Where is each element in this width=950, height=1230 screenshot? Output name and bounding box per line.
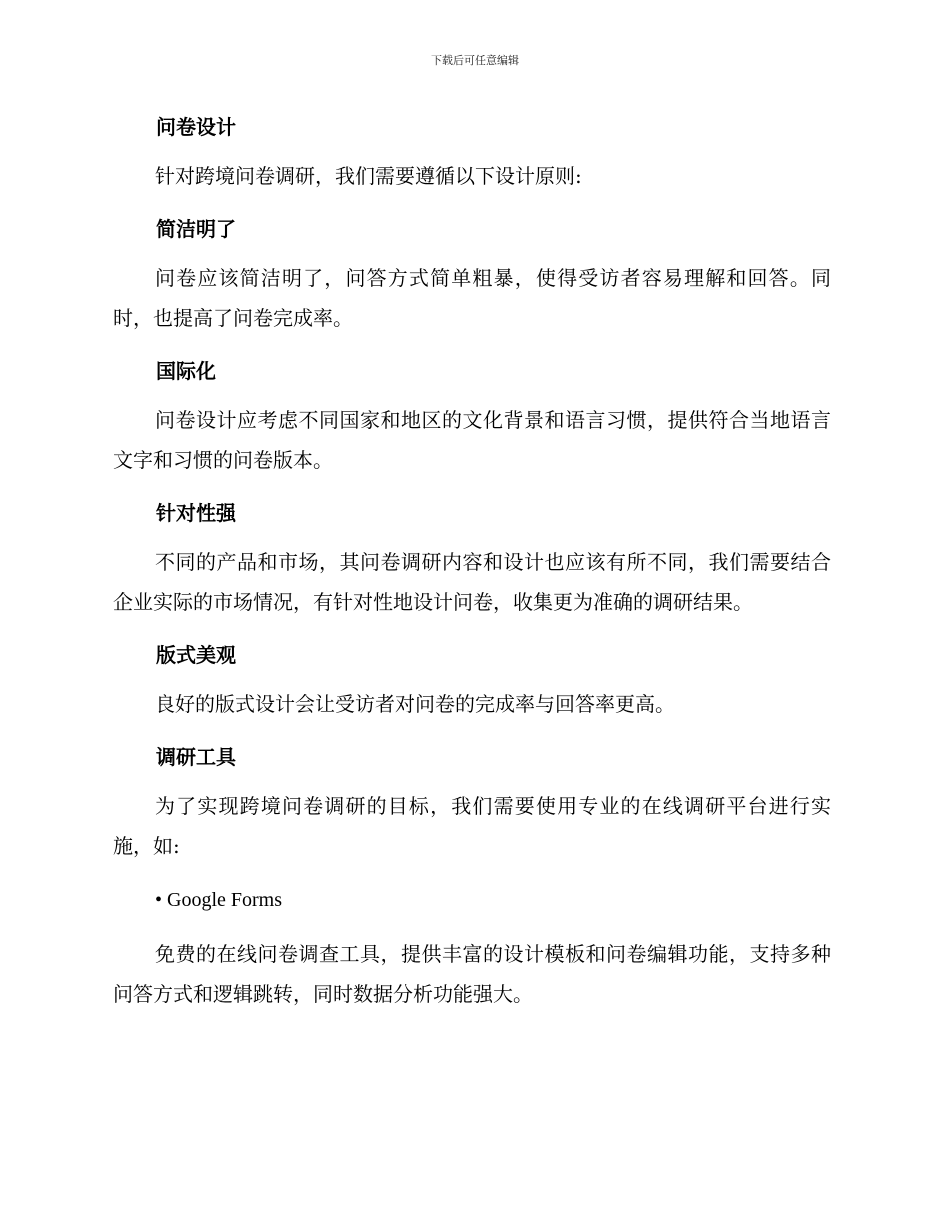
- paragraph-google-forms: 免费的在线问卷调查工具，提供丰富的设计模板和问卷编辑功能，支持多种问答方式和逻辑跳转，同时数据分析功能强大。: [113, 942, 831, 1006]
- heading-layout-aesthetics: 版式美观: [156, 643, 236, 667]
- heading-internationalization: 国际化: [156, 359, 216, 383]
- paragraph-layout-aesthetics: 良好的版式设计会让受访者对问卷的完成率与回答率更高。: [155, 692, 675, 716]
- heading-research-tools: 调研工具: [156, 745, 236, 769]
- paragraph-design-intro: 针对跨境问卷调研，我们需要遵循以下设计原则:: [155, 164, 582, 188]
- heading-targeted: 针对性强: [156, 501, 236, 525]
- paragraph-research-tools: 为了实现跨境问卷调研的目标，我们需要使用专业的在线调研平台进行实施，如:: [113, 794, 831, 858]
- page-header: 下载后可任意编辑: [431, 54, 519, 67]
- paragraph-targeted: 不同的产品和市场，其问卷调研内容和设计也应该有所不同，我们需要结合企业实际的市场情况，有针对性地设计问卷，收集更为准确的调研结果。: [113, 550, 831, 614]
- document-body: [113, 108, 831, 1028]
- paragraph-internationalization: 问卷设计应考虑不同国家和地区的文化背景和语言习惯，提供符合当地语言文字和习惯的问卷版本。: [113, 408, 831, 472]
- bullet-google-forms: • Google Forms: [155, 889, 283, 911]
- heading-questionnaire-design: 问卷设计: [156, 115, 236, 139]
- paragraph-simple-clear: 问卷应该简洁明了，问答方式简单粗暴，使得受访者容易理解和回答。同时，也提高了问卷完成率。: [113, 266, 831, 330]
- heading-simple-clear: 简洁明了: [156, 217, 236, 241]
